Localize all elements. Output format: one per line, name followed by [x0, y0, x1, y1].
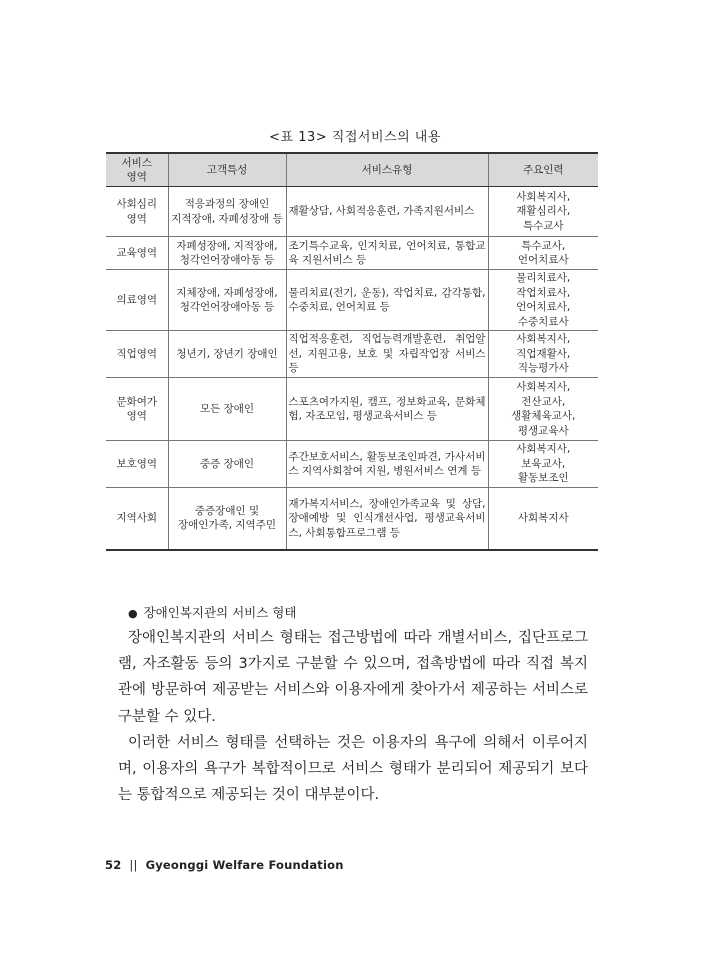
table-row [106, 378, 598, 441]
paragraph: 장애인복지관의 서비스 형태는 접근방법에 따라 개별서비스, 집단프로그램, 자조활동 등의 3가지로 구분할 수 있으며, 접촉방법에 따라 직접 복지관에 방문하여 제공받는 서비스와 이용자에게 찾아가서 제공하는 서비스로 구분할 수 있다. [118, 630, 588, 725]
section-heading-text: 장애인복지관의 서비스 형태 [143, 605, 297, 620]
cell-service-type: 직업적응훈련, 직업능력개발훈련, 취업알선, 지원고용, 보호 및 자립작업장 서비스 등 [286, 331, 488, 378]
cell-service-area: 보호영역 [106, 441, 168, 488]
cell-client-characteristics: 모든 장애인 [168, 378, 286, 441]
cell-service-type: 조기특수교육, 인지치료, 언어치료, 통합교육 지원서비스 등 [286, 237, 488, 270]
cell-client-characteristics: 지체장애, 자폐성장애, 청각언어장애아동 등 [168, 270, 286, 331]
section-heading [128, 603, 296, 621]
footer-organization: Gyeonggi Welfare Foundation [145, 858, 344, 872]
cell-service-area: 교육영역 [106, 237, 168, 270]
cell-client-characteristics: 적응과정의 장애인 지적장애, 자폐성장애 등 [168, 187, 286, 237]
cell-client-characteristics: 중증장애인 및 장애인가족, 지역주민 [168, 488, 286, 550]
table-row [106, 488, 598, 550]
paragraph: 이러한 서비스 형태를 선택하는 것은 이용자의 욕구에 의해서 이루어지며, 이용자의 욕구가 복합적이므로 서비스 형태가 분리되어 제공되기 보다는 통합적으로 제공되는 것이 대부분이다. [118, 734, 588, 804]
body-text [118, 625, 588, 808]
cell-service-area: 지역사회 [106, 488, 168, 550]
cell-key-staff: 사회복지사, 직업재활사, 직능평가사 [488, 331, 598, 378]
table-caption: <표 13> 직접서비스의 내용 [269, 130, 441, 145]
table-row [106, 237, 598, 270]
footer-separator: || [129, 858, 138, 872]
bullet-icon: ● [128, 607, 138, 620]
cell-key-staff: 사회복지사, 보육교사, 활동보조인 [488, 441, 598, 488]
cell-service-type: 재가복지서비스, 장애인가족교육 및 상담, 장애예방 및 인식개선사업, 평생교육서비스, 사회통합프로그램 등 [286, 488, 488, 550]
cell-service-area: 문화여가 영역 [106, 378, 168, 441]
cell-key-staff: 사회복지사 [488, 488, 598, 550]
table-row [106, 441, 598, 488]
page-number: 52 [105, 858, 122, 872]
cell-service-type: 스포츠여가지원, 캠프, 정보화교육, 문화체험, 자조모임, 평생교육서비스 등 [286, 378, 488, 441]
cell-service-type: 물리치료(전기, 운동), 작업치료, 감각통합, 수중치료, 언어치료 등 [286, 270, 488, 331]
table-row [106, 187, 598, 237]
cell-service-area: 직업영역 [106, 331, 168, 378]
direct-service-table [106, 152, 598, 551]
cell-service-area: 의료영역 [106, 270, 168, 331]
cell-client-characteristics: 청년기, 장년기 장애인 [168, 331, 286, 378]
header-service-area-line2: 영역 [126, 171, 147, 183]
cell-key-staff: 사회복지사, 재활심리사, 특수교사 [488, 187, 598, 237]
header-service-type: 서비스유형 [286, 153, 488, 187]
header-service-area-line1: 서비스 [121, 156, 152, 169]
cell-key-staff: 물리치료사, 작업치료사, 언어치료사, 수중치료사 [488, 270, 598, 331]
table-header-row [106, 153, 598, 187]
table-row [106, 331, 598, 378]
header-client-characteristics: 고객특성 [168, 153, 286, 187]
cell-key-staff: 특수교사, 언어치료사 [488, 237, 598, 270]
cell-client-characteristics: 자폐성장애, 지적장애, 청각언어장애아동 등 [168, 237, 286, 270]
cell-service-type: 주간보호서비스, 활동보조인파견, 가사서비스 지역사회참여 지원, 병원서비스 연계 등 [286, 441, 488, 488]
cell-key-staff: 사회복지사, 전산교사, 생활체육교사, 평생교육사 [488, 378, 598, 441]
cell-client-characteristics: 중증 장애인 [168, 441, 286, 488]
table-row [106, 270, 598, 331]
cell-service-area: 사회심리 영역 [106, 187, 168, 237]
page-footer [105, 858, 344, 872]
header-key-staff: 주요인력 [488, 153, 598, 187]
header-service-area [106, 153, 168, 187]
cell-service-type: 재활상담, 사회적응훈련, 가족지원서비스 [286, 187, 488, 237]
